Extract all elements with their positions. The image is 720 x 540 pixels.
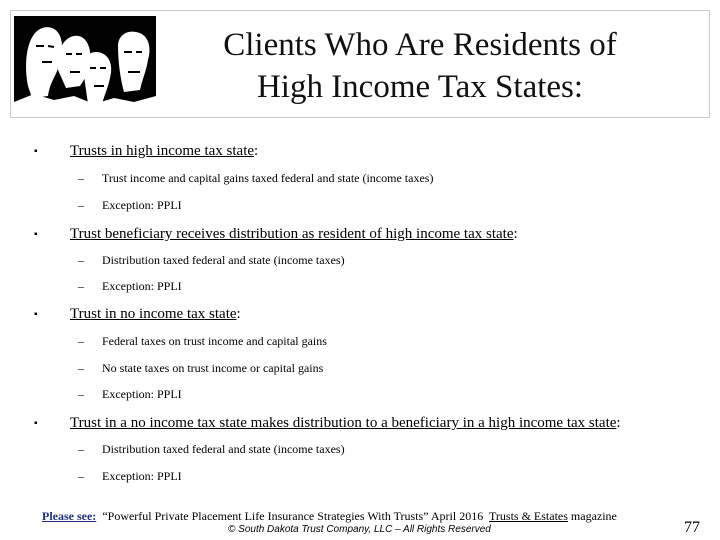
title-line-1: Clients Who Are Residents of: [223, 27, 617, 63]
bullet-marker: ▪: [34, 418, 38, 429]
dash-marker: –: [78, 361, 84, 375]
heading-suffix: :: [236, 306, 241, 322]
list-item: Exception: PPLI: [102, 279, 182, 293]
bullet-marker: ▪: [34, 309, 38, 320]
dash-marker: –: [78, 469, 84, 483]
heading-suffix: :: [513, 226, 518, 242]
section-heading: [70, 142, 258, 160]
slide-title: [170, 24, 670, 108]
mount-rushmore-logo: [14, 16, 156, 108]
section-heading-text: Trust in no income tax state: [70, 306, 237, 322]
article-citation: “Powerful Private Placement Life Insurance Strategies With Trusts” April 2016: [102, 509, 484, 523]
title-line-2: High Income Tax States:: [256, 69, 584, 105]
section-heading-text: Trusts in high income tax state: [70, 143, 255, 159]
list-item: Distribution taxed federal and state (income taxes): [102, 253, 345, 267]
bullet-marker: ▪: [34, 229, 38, 240]
section-heading: [70, 225, 518, 243]
list-item: Exception: PPLI: [102, 387, 182, 401]
copyright-notice: © South Dakota Trust Company, LLC – All Rights Reserved: [228, 524, 491, 535]
dash-marker: –: [78, 334, 84, 348]
list-item: Distribution taxed federal and state (income taxes): [102, 442, 345, 456]
dash-marker: –: [78, 171, 84, 185]
list-item: Trust income and capital gains taxed federal and state (income taxes): [102, 171, 434, 185]
section-heading-text: Trust beneficiary receives distribution as resident of high income tax state: [70, 226, 514, 242]
page-number: 77: [684, 519, 700, 536]
list-item: Exception: PPLI: [102, 198, 182, 212]
section-heading-text: Trust in a no income tax state makes distribution to a beneficiary in a high income tax state: [70, 415, 617, 431]
dash-marker: –: [78, 387, 84, 401]
heading-suffix: :: [254, 143, 259, 159]
please-see-link[interactable]: Please see:: [42, 509, 97, 523]
heading-suffix: :: [616, 415, 621, 431]
publication-name: Trusts & Estates: [489, 509, 568, 523]
bullet-marker: ▪: [34, 146, 38, 157]
dash-marker: –: [78, 442, 84, 456]
footer-reference: [42, 509, 617, 523]
section-heading: [70, 414, 621, 432]
dash-marker: –: [78, 279, 84, 293]
publication-suffix: magazine: [570, 509, 617, 523]
list-item: No state taxes on trust income or capital gains: [102, 361, 324, 375]
list-item: Exception: PPLI: [102, 469, 182, 483]
dash-marker: –: [78, 253, 84, 267]
list-item: Federal taxes on trust income and capital gains: [102, 334, 327, 348]
dash-marker: –: [78, 198, 84, 212]
section-heading: [70, 305, 241, 323]
